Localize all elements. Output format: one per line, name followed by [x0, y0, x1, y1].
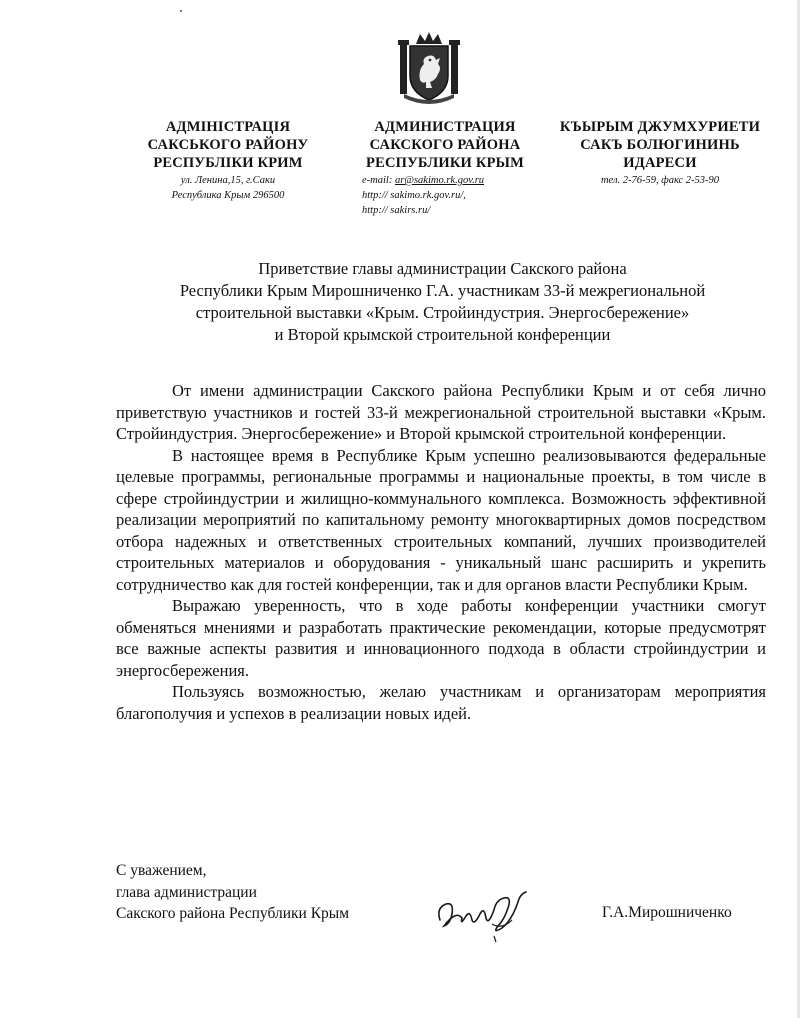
website-link[interactable]: http:// sakirs.ru/	[362, 205, 431, 216]
header-russian	[340, 118, 550, 217]
title-line: Приветствие главы администрации Сакского района	[258, 259, 627, 278]
signer-name: Г.А.Мирошниченко	[602, 904, 732, 921]
header-crimean-tatar	[548, 118, 772, 187]
email-label: e-mail:	[362, 175, 395, 186]
org-name-line: САКСКОГО РАЙОНА	[369, 137, 521, 153]
body-paragraph: От имени администрации Сакского района Республики Крым и от себя лично приветствую участников и гостей 33-й межрегиональной строительной выставки «Крым. Стройиндустрия. Энергосбережение» и Второй крымской строительной конференции.	[116, 381, 766, 443]
closing-line: глава администрации	[116, 883, 257, 901]
body-paragraph: Выражаю уверенность, что в ходе работы конференции участники смогут обменяться мнениями и разработать практические рекомендации, которые предусмотрят все важные аспекты развития и инновационного подхода в области стройиндустрии и энергосбережения.	[116, 596, 766, 680]
closing-line: Сакского района Республики Крым	[116, 905, 349, 922]
header-ukrainian	[128, 118, 328, 202]
org-name-line: РЕСПУБЛИКИ КРЫМ	[366, 155, 524, 171]
org-name-line: САКЪ БОЛЮГИНИНЬ	[580, 137, 740, 153]
crimea-coat-of-arms-icon	[396, 30, 462, 106]
handwritten-signature	[432, 880, 542, 950]
closing-block	[116, 860, 349, 925]
email-link[interactable]: ar@sakimo.rk.gov.ru	[394, 175, 485, 186]
phone-fax-line: тел. 2-76-59, факс 2-53-90	[600, 175, 720, 186]
letter-title	[120, 258, 765, 346]
address-line: Республика Крым 296500	[171, 190, 285, 201]
org-name-line: ИДАРЕСИ	[623, 155, 697, 171]
address-line: ул. Ленина,15, г.Саки	[180, 175, 276, 186]
email-line	[340, 174, 550, 187]
title-line: строительной выставки «Крым. Стройиндустрия. Энергосбережение»	[195, 303, 690, 322]
body-paragraph: В настоящее время в Республике Крым успешно реализовываются федеральные целевые программы, региональные программы и национальные проекты, в том числе в сфере стройиндустрии и жилищно-коммунального комплекса. Возможность эффективной реализации мероприятий по капитальному ремонту многоквартирных домов посредством отбора надежных и ответственных строительных компаний, лучших производителей строительных материалов и оборудования - уникальный шанс расширить и укрепить сотрудничество как для гостей конференции, так и для органов власти Республики Крым.	[116, 445, 766, 594]
org-name-line: САКСЬКОГО РАЙОНУ	[147, 137, 309, 153]
scan-speck	[180, 10, 182, 12]
title-line: и Второй крымской строительной конференции	[274, 325, 611, 344]
org-name-line: РЕСПУБЛІКИ КРИМ	[153, 155, 303, 171]
org-name-line: КЪЫРЫМ ДЖУМХУРИЕТИ	[559, 119, 761, 135]
website-link[interactable]: http:// sakimo.rk.gov.ru/,	[362, 190, 466, 201]
title-line: Республики Крым Мирошниченко Г.А. участникам 33-й межрегиональной	[179, 281, 706, 300]
letter-body	[116, 380, 766, 724]
closing-line: С уважением,	[116, 862, 207, 879]
body-paragraph: Пользуясь возможностью, желаю участникам и организаторам мероприятия благополучия и успехов в реализации новых идей.	[116, 682, 766, 723]
org-name-line: АДМИНИСТРАЦИЯ	[374, 119, 516, 135]
org-name-line: АДМІНІСТРАЦІЯ	[165, 119, 291, 135]
